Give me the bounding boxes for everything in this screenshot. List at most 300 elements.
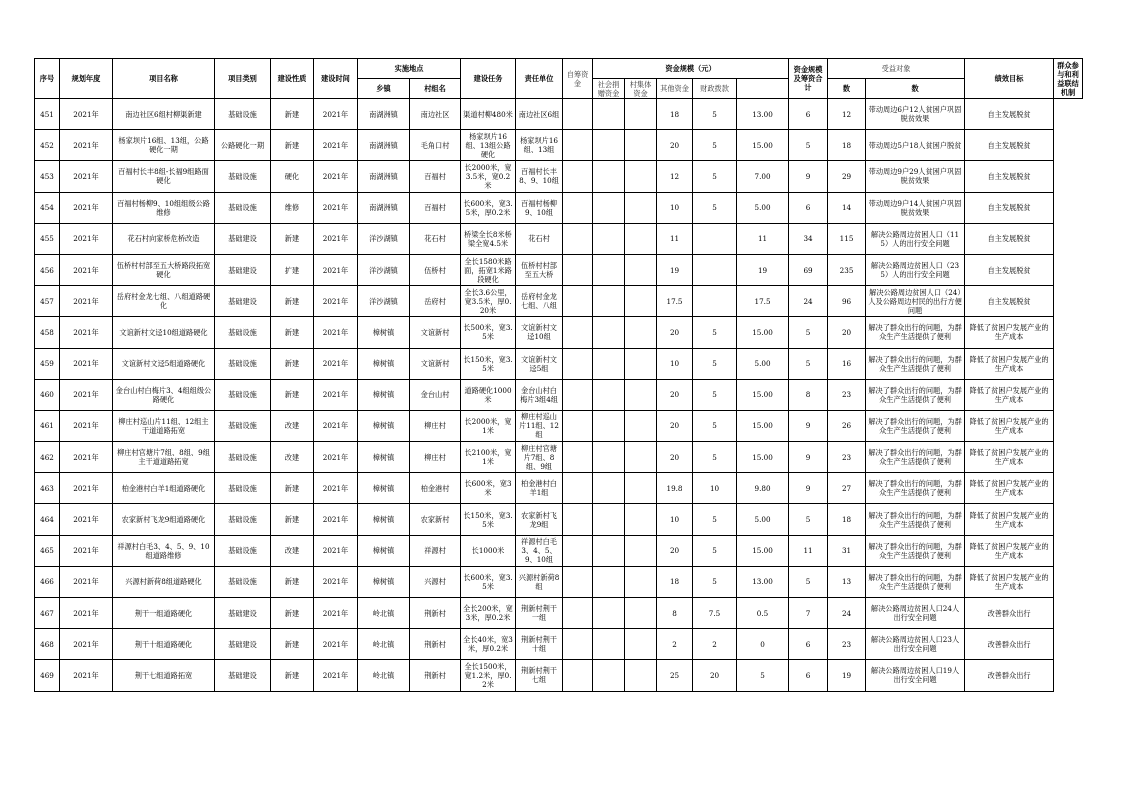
cell-mechanism: 降低了贫困户发展产业的生产成本 — [965, 379, 1054, 410]
cell-year: 2021年 — [60, 286, 113, 317]
cell-name: 金台山村白梅片3、4组组级公路硬化 — [113, 379, 215, 410]
cell-town: 岭北镇 — [358, 598, 410, 629]
cell-task: 长2100米，宽1米 — [461, 442, 516, 473]
col-village: 村组名 — [410, 79, 461, 99]
cell-goal: 解决公路周边贫困人口24人出行安全问题 — [866, 598, 965, 629]
cell-beneficiary-people: 115 — [828, 223, 866, 254]
cell-name: 南边社区6组村柳渠新建 — [113, 99, 215, 130]
cell-mechanism: 改善群众出行 — [965, 660, 1054, 691]
cell-goal: 解决公路周边贫困人口19人出行安全问题 — [866, 660, 965, 691]
cell-other: 20 — [657, 410, 693, 441]
cell-name: 文谊新村文迳5组道路硬化 — [113, 348, 215, 379]
table-row — [35, 660, 1083, 691]
cell-category: 基础设施 — [215, 473, 271, 504]
project-table — [34, 58, 1083, 692]
cell-social — [593, 598, 625, 629]
cell-seq: 465 — [35, 535, 60, 566]
cell-total: 17.5 — [737, 286, 789, 317]
cell-unit: 柏金港村白羊1组 — [516, 473, 563, 504]
col-nature: 建设性质 — [271, 59, 314, 99]
cell-village: 文谊新村 — [410, 348, 461, 379]
cell-goal: 解决了群众出行的问题，为群众生产生活提供了便利 — [866, 317, 965, 348]
cell-self — [563, 192, 593, 223]
cell-nature: 新建 — [271, 348, 314, 379]
col-seq: 序号 — [35, 59, 60, 99]
cell-name: 荆干一组道路硬化 — [113, 598, 215, 629]
cell-finance: 5 — [693, 348, 737, 379]
cell-year: 2021年 — [60, 161, 113, 192]
table-row — [35, 410, 1083, 441]
cell-beneficiary-households: 5 — [789, 504, 828, 535]
cell-social — [593, 504, 625, 535]
cell-other: 10 — [657, 192, 693, 223]
cell-total: 13.00 — [737, 566, 789, 597]
cell-category: 公路硬化一期 — [215, 130, 271, 161]
cell-year: 2021年 — [60, 660, 113, 691]
cell-unit: 柳庄村官塘片7组、8组、9组 — [516, 442, 563, 473]
cell-category: 基础设施 — [215, 410, 271, 441]
cell-town: 樟树镇 — [358, 535, 410, 566]
cell-beneficiary-people: 23 — [828, 379, 866, 410]
cell-seq: 469 — [35, 660, 60, 691]
cell-unit: 荆新村荆干十组 — [516, 629, 563, 660]
cell-village: 荆新村 — [410, 598, 461, 629]
cell-time: 2021年 — [314, 99, 358, 130]
table-row — [35, 348, 1083, 379]
cell-category: 基础设施 — [215, 379, 271, 410]
cell-village: 柏金港村 — [410, 473, 461, 504]
cell-other: 8 — [657, 598, 693, 629]
cell-total: 15.00 — [737, 317, 789, 348]
cell-other: 19.8 — [657, 473, 693, 504]
cell-time: 2021年 — [314, 192, 358, 223]
col-self: 自筹资金 — [563, 59, 593, 99]
cell-social — [593, 660, 625, 691]
cell-beneficiary-households: 34 — [789, 223, 828, 254]
cell-mechanism: 自主发展脱贫 — [965, 99, 1054, 130]
cell-beneficiary-households: 8 — [789, 379, 828, 410]
cell-self — [563, 223, 593, 254]
cell-nature: 新建 — [271, 566, 314, 597]
cell-category: 基础设施 — [215, 442, 271, 473]
cell-collective — [625, 99, 657, 130]
cell-task: 道路硬化1000米 — [461, 379, 516, 410]
cell-town: 樟树镇 — [358, 348, 410, 379]
cell-name: 农家新村飞龙9组道路硬化 — [113, 504, 215, 535]
cell-village: 南边社区 — [410, 99, 461, 130]
cell-unit: 祥源村白毛3、4、5、9、10组 — [516, 535, 563, 566]
cell-year: 2021年 — [60, 629, 113, 660]
cell-name: 文谊新村文迳10组道路硬化 — [113, 317, 215, 348]
cell-nature: 新建 — [271, 660, 314, 691]
cell-self — [563, 130, 593, 161]
cell-seq: 463 — [35, 473, 60, 504]
cell-town: 岭北镇 — [358, 660, 410, 691]
cell-name: 杨家坝片16组、13组，公路硬化一期 — [113, 130, 215, 161]
cell-collective — [625, 410, 657, 441]
cell-seq: 458 — [35, 317, 60, 348]
cell-town: 洋沙湖镇 — [358, 254, 410, 285]
cell-seq: 461 — [35, 410, 60, 441]
cell-beneficiary-people: 96 — [828, 286, 866, 317]
col-other: 其他资金 — [657, 79, 693, 99]
cell-nature: 新建 — [271, 286, 314, 317]
cell-social — [593, 535, 625, 566]
cell-finance: 5 — [693, 192, 737, 223]
cell-collective — [625, 442, 657, 473]
cell-seq: 468 — [35, 629, 60, 660]
cell-year: 2021年 — [60, 504, 113, 535]
cell-total: 7.00 — [737, 161, 789, 192]
table-row — [35, 223, 1083, 254]
cell-mechanism: 降低了贫困户发展产业的生产成本 — [965, 317, 1054, 348]
cell-self — [563, 442, 593, 473]
cell-beneficiary-people: 235 — [828, 254, 866, 285]
cell-year: 2021年 — [60, 410, 113, 441]
cell-self — [563, 535, 593, 566]
cell-town: 樟树镇 — [358, 317, 410, 348]
cell-total: 19 — [737, 254, 789, 285]
col-total: 资金规模及筹资合计 — [789, 59, 828, 99]
cell-other: 20 — [657, 379, 693, 410]
cell-category: 基础设施 — [215, 504, 271, 535]
cell-goal: 带动周边9户29人贫困户巩固脱贫效果 — [866, 161, 965, 192]
cell-unit: 兴源村新荷8组 — [516, 566, 563, 597]
cell-social — [593, 223, 625, 254]
cell-mechanism: 自主发展脱贫 — [965, 286, 1054, 317]
cell-other: 10 — [657, 348, 693, 379]
cell-time: 2021年 — [314, 504, 358, 535]
cell-social — [593, 286, 625, 317]
table-row — [35, 161, 1083, 192]
cell-time: 2021年 — [314, 286, 358, 317]
cell-unit: 百福村杨柳9、10组 — [516, 192, 563, 223]
cell-village: 岳府村 — [410, 286, 461, 317]
cell-other: 18 — [657, 99, 693, 130]
cell-task: 桥梁全长8米桥梁全宽4.5米 — [461, 223, 516, 254]
cell-village: 百福村 — [410, 192, 461, 223]
cell-total: 13.00 — [737, 99, 789, 130]
col-time: 建设时间 — [314, 59, 358, 99]
cell-category: 基础设施 — [215, 348, 271, 379]
cell-town: 南湖洲镇 — [358, 130, 410, 161]
cell-time: 2021年 — [314, 535, 358, 566]
cell-unit: 伍桥村村部至五大桥 — [516, 254, 563, 285]
cell-task: 长600米，宽3.5米 — [461, 566, 516, 597]
cell-task: 渠道村柳480米 — [461, 99, 516, 130]
cell-goal: 解决了群众出行的问题，为群众生产生活提供了便利 — [866, 504, 965, 535]
table-body — [35, 99, 1083, 692]
cell-self — [563, 317, 593, 348]
cell-seq: 454 — [35, 192, 60, 223]
cell-task: 全长3.6公里，宽3.5米，厚0.20米 — [461, 286, 516, 317]
cell-other: 17.5 — [657, 286, 693, 317]
cell-beneficiary-households: 5 — [789, 317, 828, 348]
cell-year: 2021年 — [60, 348, 113, 379]
cell-self — [563, 410, 593, 441]
table-row — [35, 286, 1083, 317]
cell-nature: 硬化 — [271, 161, 314, 192]
cell-unit: 荆新村荆干七组 — [516, 660, 563, 691]
cell-seq: 459 — [35, 348, 60, 379]
cell-town: 南湖洲镇 — [358, 99, 410, 130]
cell-seq: 455 — [35, 223, 60, 254]
col-location: 实施地点 — [358, 59, 461, 79]
cell-social — [593, 99, 625, 130]
cell-social — [593, 410, 625, 441]
cell-beneficiary-people: 23 — [828, 442, 866, 473]
cell-beneficiary-households: 6 — [789, 99, 828, 130]
cell-total: 0.5 — [737, 598, 789, 629]
cell-seq: 466 — [35, 566, 60, 597]
cell-finance: 20 — [693, 660, 737, 691]
cell-town: 南湖洲镇 — [358, 192, 410, 223]
cell-total: 15.00 — [737, 410, 789, 441]
table-row — [35, 473, 1083, 504]
cell-mechanism: 降低了贫困户发展产业的生产成本 — [965, 566, 1054, 597]
cell-other: 25 — [657, 660, 693, 691]
cell-nature: 新建 — [271, 223, 314, 254]
cell-time: 2021年 — [314, 598, 358, 629]
project-table-sheet — [34, 58, 1083, 692]
cell-village: 花石村 — [410, 223, 461, 254]
cell-beneficiary-people: 31 — [828, 535, 866, 566]
cell-unit: 岳府村金龙七组、八组 — [516, 286, 563, 317]
cell-other: 10 — [657, 504, 693, 535]
cell-nature: 新建 — [271, 473, 314, 504]
cell-mechanism: 降低了贫困户发展产业的生产成本 — [965, 442, 1054, 473]
cell-unit: 文谊新村文迳10组 — [516, 317, 563, 348]
table-row — [35, 598, 1083, 629]
cell-name: 柏金港村白羊1组道路硬化 — [113, 473, 215, 504]
cell-village: 荆新村 — [410, 660, 461, 691]
cell-village: 毛角口村 — [410, 130, 461, 161]
cell-finance: 5 — [693, 99, 737, 130]
cell-seq: 460 — [35, 379, 60, 410]
cell-nature: 新建 — [271, 379, 314, 410]
cell-goal: 带动周边6户12人贫困户巩固脱贫效果 — [866, 99, 965, 130]
cell-seq: 467 — [35, 598, 60, 629]
cell-category: 基础建设 — [215, 629, 271, 660]
cell-self — [563, 473, 593, 504]
cell-name: 柳庄村巡山片11组、12组主干道道路拓宽 — [113, 410, 215, 441]
cell-year: 2021年 — [60, 566, 113, 597]
cell-other: 20 — [657, 535, 693, 566]
cell-collective — [625, 192, 657, 223]
cell-collective — [625, 566, 657, 597]
cell-year: 2021年 — [60, 473, 113, 504]
cell-task: 全长1500米，宽1.2米，厚0.2米 — [461, 660, 516, 691]
col-task: 建设任务 — [461, 59, 516, 99]
cell-beneficiary-households: 9 — [789, 410, 828, 441]
col-collective: 村集体资金 — [625, 79, 657, 99]
cell-beneficiary-households: 11 — [789, 535, 828, 566]
cell-seq: 453 — [35, 161, 60, 192]
cell-goal: 解决公路周边贫困人口（24）人及公路周边村民的出行方便问题 — [866, 286, 965, 317]
cell-beneficiary-households: 7 — [789, 598, 828, 629]
cell-collective — [625, 286, 657, 317]
table-row — [35, 317, 1083, 348]
cell-town: 樟树镇 — [358, 473, 410, 504]
cell-beneficiary-people: 26 — [828, 410, 866, 441]
col-finance: 财政拨款 — [693, 79, 737, 99]
cell-other: 12 — [657, 161, 693, 192]
cell-town: 樟树镇 — [358, 504, 410, 535]
cell-beneficiary-households: 5 — [789, 130, 828, 161]
cell-time: 2021年 — [314, 442, 358, 473]
cell-social — [593, 254, 625, 285]
cell-name: 花石村向家桥危桥改造 — [113, 223, 215, 254]
cell-unit: 百福村长丰8、9、10组 — [516, 161, 563, 192]
cell-finance: 7.5 — [693, 598, 737, 629]
cell-task: 杨家坝片16组、13组公路硬化 — [461, 130, 516, 161]
cell-beneficiary-people: 29 — [828, 161, 866, 192]
cell-nature: 改建 — [271, 535, 314, 566]
cell-collective — [625, 598, 657, 629]
cell-total: 5.00 — [737, 192, 789, 223]
cell-total: 15.00 — [737, 379, 789, 410]
cell-time: 2021年 — [314, 660, 358, 691]
cell-time: 2021年 — [314, 629, 358, 660]
col-goal: 绩效目标 — [965, 59, 1054, 99]
cell-total: 5.00 — [737, 504, 789, 535]
cell-nature: 改建 — [271, 410, 314, 441]
cell-goal: 解决了群众出行的问题，为群众生产生活提供了便利 — [866, 442, 965, 473]
cell-beneficiary-households: 5 — [789, 348, 828, 379]
cell-seq: 457 — [35, 286, 60, 317]
cell-village: 荆新村 — [410, 629, 461, 660]
cell-beneficiary-households: 69 — [789, 254, 828, 285]
cell-beneficiary-people: 16 — [828, 348, 866, 379]
cell-town: 樟树镇 — [358, 442, 410, 473]
cell-village: 柳庄村 — [410, 410, 461, 441]
cell-other: 20 — [657, 317, 693, 348]
cell-year: 2021年 — [60, 535, 113, 566]
col-name: 项目名称 — [113, 59, 215, 99]
cell-finance: 5 — [693, 317, 737, 348]
cell-beneficiary-households: 6 — [789, 660, 828, 691]
cell-self — [563, 161, 593, 192]
cell-task: 长2000米，宽3.5米，宽0.2米 — [461, 161, 516, 192]
cell-beneficiary-people: 24 — [828, 598, 866, 629]
cell-time: 2021年 — [314, 566, 358, 597]
cell-total: 0 — [737, 629, 789, 660]
cell-beneficiary-households: 9 — [789, 161, 828, 192]
cell-time: 2021年 — [314, 254, 358, 285]
cell-finance: 5 — [693, 442, 737, 473]
cell-category: 基础设施 — [215, 566, 271, 597]
cell-finance: 5 — [693, 504, 737, 535]
cell-seq: 462 — [35, 442, 60, 473]
cell-category: 基础设施 — [215, 317, 271, 348]
cell-category: 基础建设 — [215, 223, 271, 254]
col-unit: 责任单位 — [516, 59, 563, 99]
cell-unit: 柳庄村巡山片11组、12组 — [516, 410, 563, 441]
cell-nature: 新建 — [271, 504, 314, 535]
table-row — [35, 629, 1083, 660]
cell-finance — [693, 223, 737, 254]
cell-name: 荆干十组道路硬化 — [113, 629, 215, 660]
col-beneficiary: 受益对象 — [828, 59, 965, 79]
table-row — [35, 99, 1083, 130]
cell-collective — [625, 660, 657, 691]
cell-mechanism: 自主发展脱贫 — [965, 192, 1054, 223]
cell-social — [593, 348, 625, 379]
cell-mechanism: 降低了贫困户发展产业的生产成本 — [965, 410, 1054, 441]
table-row — [35, 192, 1083, 223]
cell-category: 基础设施 — [215, 99, 271, 130]
table-row — [35, 504, 1083, 535]
cell-year: 2021年 — [60, 223, 113, 254]
cell-other: 20 — [657, 442, 693, 473]
cell-unit: 文谊新村文迳5组 — [516, 348, 563, 379]
cell-finance: 5 — [693, 161, 737, 192]
cell-village: 伍桥村 — [410, 254, 461, 285]
cell-self — [563, 348, 593, 379]
cell-other: 20 — [657, 130, 693, 161]
cell-goal: 带动周边5户18人贫困户脱贫 — [866, 130, 965, 161]
cell-self — [563, 99, 593, 130]
cell-village: 百福村 — [410, 161, 461, 192]
cell-mechanism: 降低了贫困户发展产业的生产成本 — [965, 504, 1054, 535]
col-mechanism: 群众参与和利益联结机制 — [1054, 59, 1083, 99]
cell-social — [593, 566, 625, 597]
cell-beneficiary-households: 9 — [789, 442, 828, 473]
cell-nature: 新建 — [271, 130, 314, 161]
cell-collective — [625, 348, 657, 379]
cell-mechanism: 改善群众出行 — [965, 598, 1054, 629]
cell-seq: 456 — [35, 254, 60, 285]
cell-task: 全长1580米路面，拓宽1米路段硬化 — [461, 254, 516, 285]
cell-unit: 花石村 — [516, 223, 563, 254]
table-row — [35, 254, 1083, 285]
cell-self — [563, 504, 593, 535]
cell-town: 樟树镇 — [358, 410, 410, 441]
cell-finance: 5 — [693, 566, 737, 597]
cell-goal: 解决了群众出行的问题，为群众生产生活提供了便利 — [866, 379, 965, 410]
cell-self — [563, 566, 593, 597]
cell-name: 岳府村金龙七组、八组道路硬化 — [113, 286, 215, 317]
cell-nature: 维修 — [271, 192, 314, 223]
cell-year: 2021年 — [60, 317, 113, 348]
cell-time: 2021年 — [314, 410, 358, 441]
cell-category: 基础建设 — [215, 660, 271, 691]
cell-total: 11 — [737, 223, 789, 254]
cell-unit: 农家新村飞龙9组 — [516, 504, 563, 535]
cell-social — [593, 442, 625, 473]
cell-nature: 扩建 — [271, 254, 314, 285]
cell-seq: 464 — [35, 504, 60, 535]
cell-nature: 新建 — [271, 629, 314, 660]
cell-collective — [625, 473, 657, 504]
cell-category: 基础设施 — [215, 161, 271, 192]
cell-village: 农家新村 — [410, 504, 461, 535]
cell-unit: 南边社区6组 — [516, 99, 563, 130]
cell-year: 2021年 — [60, 130, 113, 161]
cell-finance: 10 — [693, 473, 737, 504]
cell-goal: 解决了群众出行的问题，为群众生产生活提供了便利 — [866, 410, 965, 441]
cell-collective — [625, 161, 657, 192]
cell-finance: 5 — [693, 535, 737, 566]
cell-goal: 解决公路周边贫困人口（235）人的出行安全问题 — [866, 254, 965, 285]
cell-nature: 改建 — [271, 442, 314, 473]
col-blank — [737, 79, 789, 99]
cell-task: 长500米，宽3.5米 — [461, 317, 516, 348]
cell-total: 15.00 — [737, 535, 789, 566]
cell-beneficiary-households: 6 — [789, 192, 828, 223]
cell-beneficiary-people: 13 — [828, 566, 866, 597]
cell-time: 2021年 — [314, 130, 358, 161]
